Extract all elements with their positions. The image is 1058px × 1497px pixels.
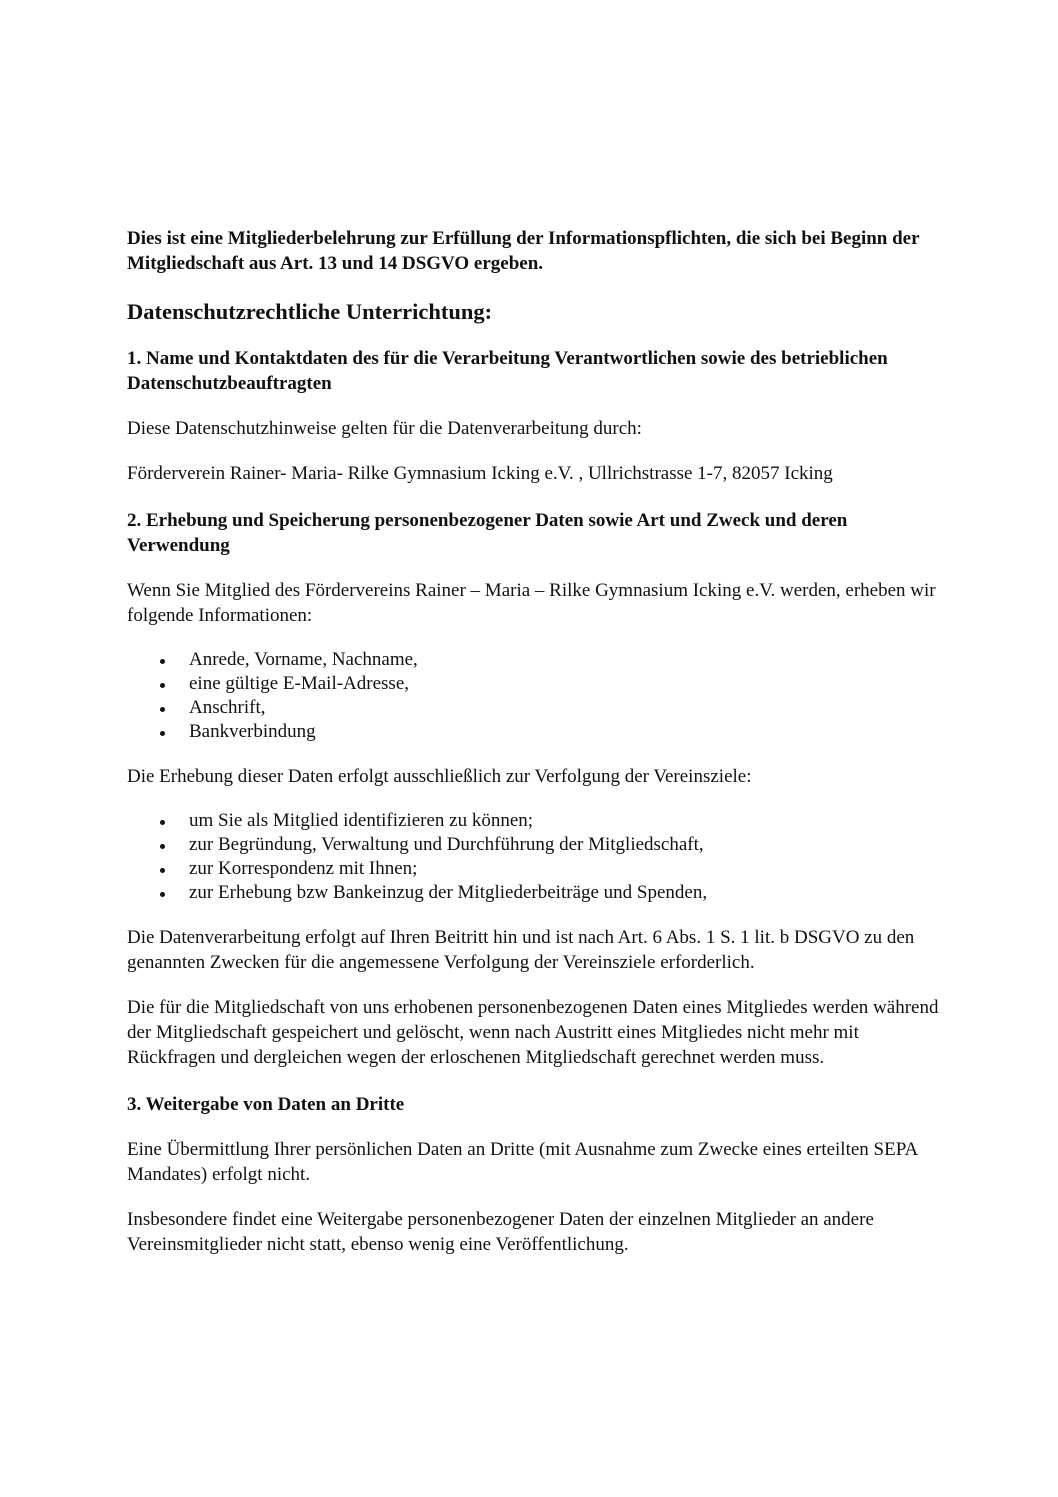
section-2-paragraph-1: Wenn Sie Mitglied des Fördervereins Rainer – Maria – Rilke Gymnasium Icking e.V. werden, erheben wir folgende Informationen:	[127, 580, 936, 626]
section-3-paragraph-1: Eine Übermittlung Ihrer persönlichen Daten an Dritte (mit Ausnahme zum Zwecke eines erteilten SEPA Mandates) erfolgt nicht.	[127, 1139, 918, 1185]
list-item: zur Korrespondenz mit Ihnen;	[127, 857, 947, 881]
list-item: Anschrift,	[127, 696, 947, 720]
bullet-icon	[160, 683, 165, 688]
section-3-paragraph-2: Insbesondere findet eine Weitergabe personenbezogener Daten der einzelnen Mitglieder an andere Vereinsmitglieder nicht statt, ebenso wenig eine Veröffentlichung.	[127, 1209, 874, 1255]
intro-text: Dies ist eine Mitgliederbelehrung zur Erfüllung der Informationspflichten, die sich bei Beginn der Mitgliedschaft aus Art. 13 und 14 DSGVO ergeben.	[127, 228, 920, 274]
bullet-icon	[160, 868, 165, 873]
section-2-heading: 2. Erhebung und Speicherung personenbezogener Daten sowie Art und Zweck und deren Verwendung	[127, 510, 848, 556]
list-item: zur Begründung, Verwaltung und Durchführung der Mitgliedschaft,	[127, 833, 947, 857]
purpose-list	[127, 809, 947, 905]
bullet-icon	[160, 707, 165, 712]
section-1-paragraph-1: Diese Datenschutzhinweise gelten für die Datenverarbeitung durch:	[127, 418, 642, 439]
bullet-icon	[160, 820, 165, 825]
section-1-heading: 1. Name und Kontaktdaten des für die Verarbeitung Verantwortlichen sowie des betrieblichen Datenschutzbeauftragten	[127, 348, 888, 394]
list-item: um Sie als Mitglied identifizieren zu können;	[127, 809, 947, 833]
bullet-icon	[160, 892, 165, 897]
list-item: eine gültige E-Mail-Adresse,	[127, 672, 947, 696]
collected-data-list	[127, 648, 947, 744]
bullet-icon	[160, 731, 165, 736]
list-item: zur Erhebung bzw Bankeinzug der Mitgliederbeiträge und Spenden,	[127, 881, 947, 905]
section-1-paragraph-2: Förderverein Rainer- Maria- Rilke Gymnasium Icking e.V. , Ullrichstrasse 1-7, 82057 Icking	[127, 463, 833, 484]
document-title: Datenschutzrechtliche Unterrichtung:	[127, 299, 493, 324]
section-2-paragraph-4: Die für die Mitgliedschaft von uns erhobenen personenbezogenen Daten eines Mitgliedes werden während der Mitgliedschaft gespeichert und gelöscht, wenn nach Austritt eines Mitgliedes nicht mehr mit Rückfragen und dergleichen wegen der erloschenen Mitgliedschaft gerechnet werden muss.	[127, 997, 939, 1068]
section-3-heading: 3. Weitergabe von Daten an Dritte	[127, 1094, 405, 1115]
bullet-icon	[160, 844, 165, 849]
section-2-paragraph-3: Die Datenverarbeitung erfolgt auf Ihren Beitritt hin und ist nach Art. 6 Abs. 1 S. 1 lit. b DSGVO zu den genannten Zwecken für die angemessene Verfolgung der Vereinsziele erforderlich.	[127, 927, 915, 973]
section-2-paragraph-2: Die Erhebung dieser Daten erfolgt ausschließlich zur Verfolgung der Vereinsziele:	[127, 766, 752, 787]
list-item: Anrede, Vorname, Nachname,	[127, 648, 947, 672]
document-page	[127, 226, 947, 1257]
bullet-icon	[160, 659, 165, 664]
list-item: Bankverbindung	[127, 720, 947, 744]
